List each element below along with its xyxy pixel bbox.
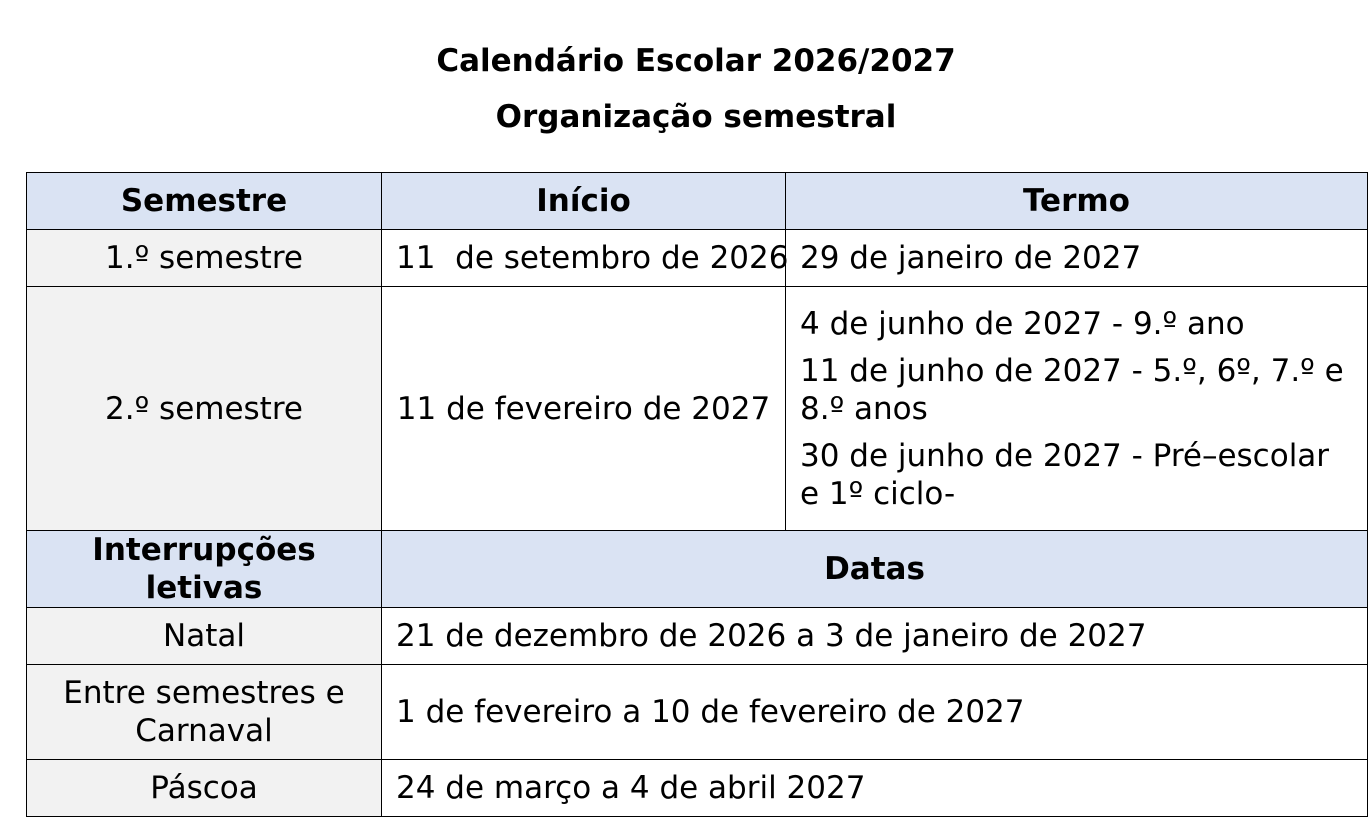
semester-1-label: 1.º semestre	[27, 230, 382, 287]
header-termo: Termo	[786, 173, 1368, 230]
semester-row-1	[27, 230, 1368, 287]
page-title: Calendário Escolar 2026/2027	[436, 43, 956, 79]
semester-2-end-9-ano: 4 de junho de 2027 - 9.º ano	[800, 305, 1245, 342]
interruption-row-natal	[27, 608, 1368, 665]
interruption-pascoa-dates: 24 de março a 4 de abril 2027	[382, 760, 1368, 817]
interruption-natal-label: Natal	[27, 608, 382, 665]
interruption-row-pascoa	[27, 760, 1368, 817]
calendar-table	[26, 172, 1368, 817]
interruptions-header-row	[27, 531, 1368, 608]
interruption-pascoa-label: Páscoa	[27, 760, 382, 817]
interruption-natal-dates: 21 de dezembro de 2026 a 3 de janeiro de 2027	[382, 608, 1368, 665]
header-semestre: Semestre	[27, 173, 382, 230]
interruption-row-carnaval	[27, 665, 1368, 760]
semester-2-end-pre-escolar: 30 de junho de 2027 - Pré–escolar e 1º ciclo-	[800, 437, 1330, 512]
interruption-carnaval-dates: 1 de fevereiro a 10 de fevereiro de 2027	[382, 665, 1368, 760]
semester-2-end-cell	[786, 287, 1368, 531]
semester-1-end: 29 de janeiro de 2027	[786, 230, 1368, 287]
semester-2-start: 11 de fevereiro de 2027	[382, 287, 786, 531]
interruption-carnaval-label: Entre semestres e Carnaval	[27, 665, 382, 760]
semester-2-label: 2.º semestre	[27, 287, 382, 531]
semester-1-start: 11 de setembro de 2026	[382, 230, 786, 287]
header-datas: Datas	[382, 531, 1368, 608]
page-subtitle: Organização semestral	[495, 99, 897, 135]
semester-header-row	[27, 173, 1368, 230]
semester-row-2	[27, 287, 1368, 531]
header-inicio: Início	[382, 173, 786, 230]
semester-2-end-5-8-anos: 11 de junho de 2027 - 5.º, 6º, 7.º e 8.º anos	[800, 352, 1344, 427]
header-interrupcoes: Interrupções letivas	[27, 531, 382, 608]
